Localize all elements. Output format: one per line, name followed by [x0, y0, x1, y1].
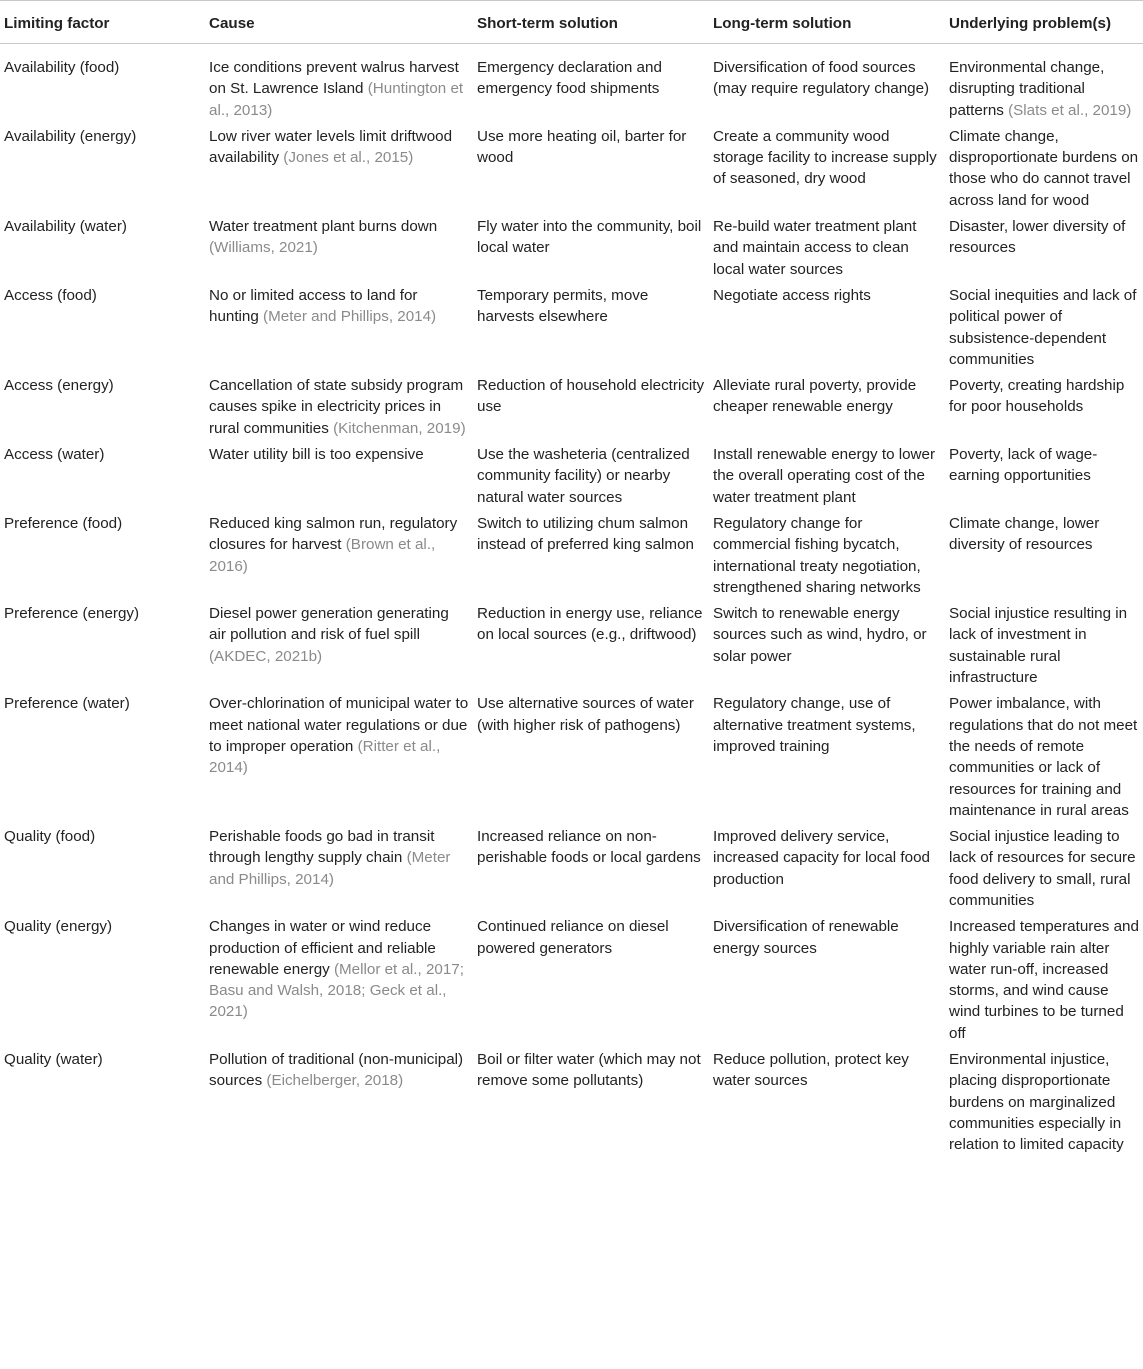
table-row: [0, 126, 1143, 216]
cause-cell-text: Pollution of traditional (non-municipal) sources: [209, 1051, 464, 1090]
long-term-cell: Diversification of food sources (may require regulatory change): [713, 59, 930, 98]
underlying-cell: [945, 216, 1143, 285]
table-row: [0, 513, 1143, 603]
underlying-cell-text: Poverty, creating hardship for poor households: [949, 377, 1125, 416]
underlying-cell: [945, 513, 1143, 603]
underlying-cell: [945, 916, 1143, 1049]
short-term-cell: Continued reliance on diesel powered generators: [477, 918, 669, 957]
limiting-factor-cell: Access (food): [4, 286, 97, 304]
cause-cell-text: Cancellation of state subsidy program causes spike in electricity prices in rural communities: [209, 377, 464, 437]
citation: (Jones et al., 2015): [283, 149, 414, 167]
cause-cell: [205, 1049, 473, 1160]
cause-cell: [205, 916, 473, 1049]
cause-cell: [205, 513, 473, 603]
short-term-cell: Use more heating oil, barter for wood: [477, 127, 687, 167]
long-term-cell: Re-build water treatment plant and maintain access to clean local water sources: [713, 218, 917, 278]
limiting-factor-cell: Preference (energy): [4, 605, 140, 623]
short-term-cell: Temporary permits, move harvests elsewhere: [477, 286, 649, 326]
underlying-cell: [945, 826, 1143, 916]
underlying-cell-text: Power imbalance, with regulations that do not meet the needs of remote communities or lack of resources for training and maintenance in rural areas: [949, 695, 1138, 819]
limiting-factor-cell: Availability (water): [4, 218, 127, 236]
citation: (Williams, 2021): [209, 239, 318, 257]
header-row: [0, 1, 1143, 44]
citation: (Meter and Phillips, 2014): [209, 849, 451, 888]
underlying-cell: [945, 1049, 1143, 1160]
underlying-cell: [945, 126, 1143, 216]
cause-cell: [205, 693, 473, 826]
short-term-cell: Use the washeteria (centralized community facility) or nearby natural water sources: [477, 446, 690, 506]
citation: (Meter and Phillips, 2014): [263, 308, 437, 326]
limiting-factor-cell: Availability (food): [4, 59, 120, 76]
header-short-term-solution: Short-term solution: [473, 1, 709, 44]
underlying-cell-text: Social inequities and lack of political power of subsistence-dependent communities: [949, 286, 1137, 368]
limiting-factor-cell: Quality (water): [4, 1051, 103, 1069]
long-term-cell: Install renewable energy to lower the overall operating cost of the water treatment plant: [713, 446, 936, 506]
underlying-cell-text: Climate change, lower diversity of resources: [949, 514, 1100, 554]
cause-cell-text: Reduced king salmon run, regulatory closures for harvest: [209, 514, 458, 554]
underlying-cell-text: Climate change, disproportionate burdens on those who do cannot travel across land for wood: [949, 127, 1139, 209]
table-row: [0, 285, 1143, 375]
underlying-cell-text: Increased temperatures and highly variable rain alter water run-off, increased storms, and wind cause wind turbines to be turned off: [949, 918, 1139, 1042]
header-long-term-solution: Long-term solution: [709, 1, 945, 44]
cause-cell-text: Water utility bill is too expensive: [209, 446, 424, 464]
table-row: [0, 444, 1143, 513]
limiting-factor-cell: Quality (food): [4, 828, 96, 846]
long-term-cell: Improved delivery service, increased capacity for local food production: [713, 828, 930, 888]
citation: (Eichelberger, 2018): [266, 1072, 404, 1090]
limiting-factor-cell: Preference (food): [4, 514, 123, 532]
underlying-cell: [945, 693, 1143, 826]
limiting-factor-cell: Availability (energy): [4, 127, 137, 145]
cause-cell: [205, 126, 473, 216]
cause-cell: [205, 44, 473, 126]
cause-cell-text: Ice conditions prevent walrus harvest on St. Lawrence Island: [209, 59, 459, 98]
long-term-cell: Alleviate rural poverty, provide cheaper renewable energy: [713, 377, 917, 416]
short-term-cell: Emergency declaration and emergency food shipments: [477, 59, 662, 98]
cause-cell-text: Over-chlorination of municipal water to meet national water regulations or due to improper operation: [209, 695, 469, 755]
long-term-cell: Regulatory change for commercial fishing bycatch, international treaty negotiation, strengthened sharing networks: [713, 514, 921, 596]
cause-cell-text: Perishable foods go bad in transit through lengthy supply chain: [209, 828, 435, 867]
underlying-cell: [945, 285, 1143, 375]
cause-cell-text: Changes in water or wind reduce production of efficient and reliable renewable energy: [209, 918, 436, 978]
citation: (Brown et al., 2016): [209, 536, 436, 575]
underlying-cell: [945, 375, 1143, 444]
long-term-cell: Regulatory change, use of alternative treatment systems, improved training: [713, 695, 916, 755]
underlying-cell-text: Environmental injustice, placing disproportionate burdens on marginalized communities especially in relation to limited capacity: [949, 1051, 1124, 1154]
short-term-cell: Reduction of household electricity use: [477, 377, 705, 416]
short-term-cell: Boil or filter water (which may not remove some pollutants): [477, 1051, 701, 1090]
table-row: [0, 1049, 1143, 1160]
limiting-factor-cell: Access (energy): [4, 377, 114, 395]
citation: (Mellor et al., 2017; Basu and Walsh, 2018; Geck et al., 2021): [209, 960, 464, 1021]
limiting-factor-cell: Quality (energy): [4, 918, 113, 936]
table-row: [0, 603, 1143, 693]
citation: (Huntington et al., 2013): [209, 80, 464, 119]
header-cause: Cause: [205, 1, 473, 44]
underlying-cell-text: Disaster, lower diversity of resources: [949, 218, 1126, 257]
cause-cell: [205, 826, 473, 916]
table-row: [0, 216, 1143, 285]
citation: (Ritter et al., 2014): [209, 737, 441, 777]
underlying-cell-text: Environmental change, disrupting traditional patterns: [949, 59, 1105, 119]
cause-cell-text: Low river water levels limit driftwood availability: [209, 127, 453, 167]
table-row: [0, 375, 1143, 444]
limiting-factor-cell: Access (water): [4, 446, 105, 464]
underlying-cell-text: Social injustice leading to lack of resources for secure food delivery to small, rural communities: [949, 828, 1136, 909]
header-underlying-problems: Underlying problem(s): [945, 1, 1143, 44]
header-limiting-factor: Limiting factor: [0, 1, 205, 44]
citation: (Slats et al., 2019): [1008, 101, 1132, 119]
cause-cell: [205, 216, 473, 285]
limiting-factor-cell: Preference (water): [4, 695, 130, 713]
cause-cell-text: No or limited access to land for hunting: [209, 286, 418, 326]
cause-cell: [205, 285, 473, 375]
long-term-cell: Negotiate access rights: [713, 286, 871, 304]
underlying-cell-text: Social injustice resulting in lack of investment in sustainable rural infrastructure: [949, 605, 1128, 687]
table-row: [0, 826, 1143, 916]
cause-cell: [205, 603, 473, 693]
short-term-cell: Fly water into the community, boil local water: [477, 218, 702, 257]
underlying-cell-text: Poverty, lack of wage-earning opportunities: [949, 446, 1098, 485]
long-term-cell: Reduce pollution, protect key water sources: [713, 1051, 909, 1090]
long-term-cell: Diversification of renewable energy sources: [713, 918, 899, 957]
underlying-cell: [945, 44, 1143, 126]
underlying-cell: [945, 444, 1143, 513]
table-row: [0, 693, 1143, 826]
long-term-cell: Switch to renewable energy sources such as wind, hydro, or solar power: [713, 605, 927, 665]
long-term-cell: Create a community wood storage facility to increase supply of seasoned, dry wood: [713, 127, 937, 188]
citation: (AKDEC, 2021b): [209, 647, 323, 665]
table-row: [0, 44, 1143, 126]
cause-cell: [205, 444, 473, 513]
short-term-cell: Increased reliance on non-perishable foods or local gardens: [477, 828, 701, 867]
cause-cell-text: Diesel power generation generating air pollution and risk of fuel spill: [209, 605, 449, 644]
cause-cell-text: Water treatment plant burns down: [209, 218, 438, 236]
short-term-cell: Use alternative sources of water (with higher risk of pathogens): [477, 695, 694, 734]
table-row: [0, 916, 1143, 1049]
cause-cell: [205, 375, 473, 444]
citation: (Kitchenman, 2019): [333, 419, 466, 437]
underlying-cell: [945, 603, 1143, 693]
short-term-cell: Switch to utilizing chum salmon instead of preferred king salmon: [477, 514, 694, 554]
short-term-cell: Reduction in energy use, reliance on local sources (e.g., driftwood): [477, 605, 703, 644]
